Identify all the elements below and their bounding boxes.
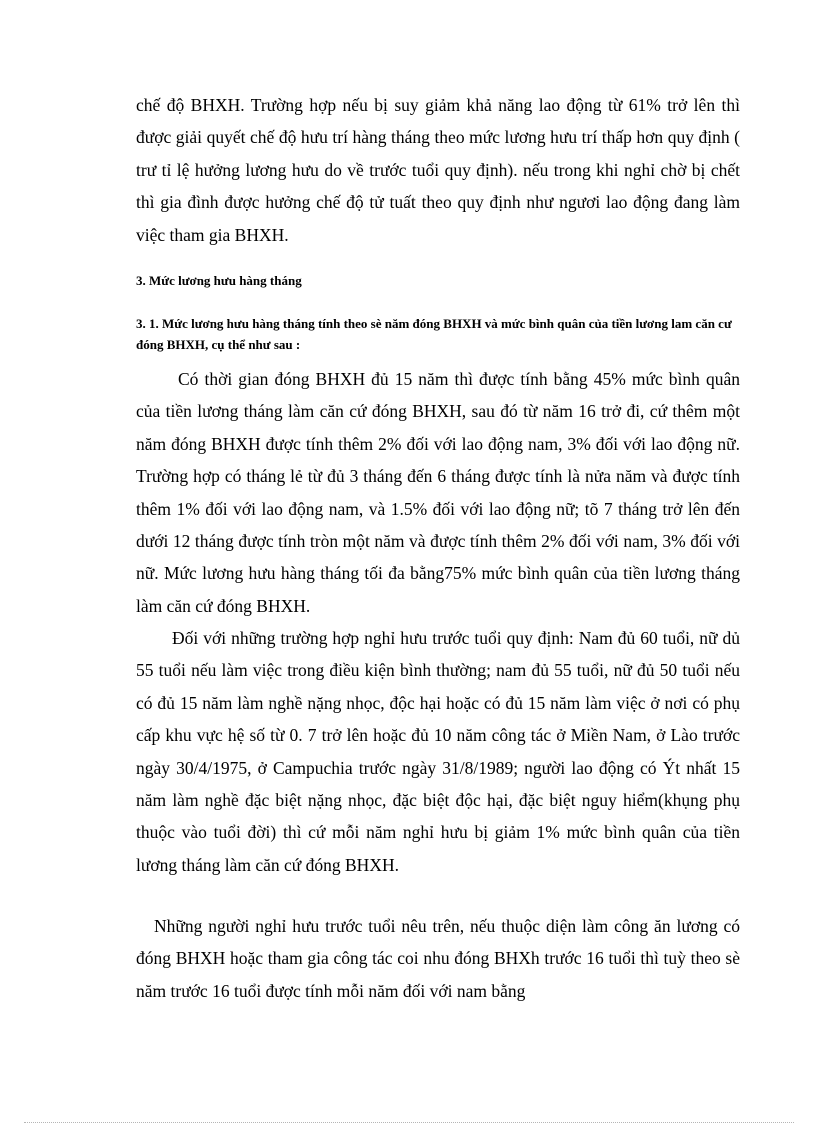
paragraph-3: Đối với những trường hợp nghỉ hưu trước tuổi quy định: Nam đủ 60 tuổi, nữ dủ 55 tuổi nếu làm việc trong điều kiện bình thường; nam đủ 55 tuổi, nữ đủ 50 tuổi nếu có đủ 15 năm làm nghề nặng nhọc, độc hại hoặc có đủ 15 năm làm việc ở nơi có phụ cấp khu vực hệ số từ 0. 7 trở lên hoặc đủ 10 năm công tác ở Miền Nam, ở Lào trước ngày 30/4/1975, ở Campuchia trước ngày 31/8/1989; người lao động có Ýt nhất 15 năm làm nghề đặc biệt nặng nhọc, đặc biệt độc hại, đặc biệt nguy hiểm(khụng phụ thuộc vào tuổi đời) thì cứ mỗi năm nghỉ hưu bị giảm 1% mức bình quân của tiền lương tháng làm căn cứ đóng BHXH.	[136, 628, 740, 875]
paragraph-4: Những người nghỉ hưu trước tuổi nêu trên, nếu thuộc diện làm công ăn lương có đóng BHXH hoặc tham gia công tác coi nhu đóng BHXh trước 16 tuổi thì tuỳ theo sè năm trước 16 tuổi được tính mỗi năm đối với nam bằng	[136, 916, 740, 1001]
heading-3: 3. Mức lương hưu hàng tháng	[136, 273, 302, 288]
paragraph-1: chế độ BHXH. Trường hợp nếu bị suy giảm khả năng lao động từ 61% trở lên thì được giải quyết chế độ hưu trí hàng tháng theo mức lương hưu trí thấp hơn quy định ( trư tỉ lệ hưởng lương hưu do về trước tuổi quy định). nếu trong khi nghỉ chờ bị chết thì gia đình được hưởng chế độ tử tuất theo quy định như ngươi lao động đang làm việc tham gia BHXH.	[136, 95, 740, 245]
heading-3-1: 3. 1. Mức lương hưu hàng tháng tính theo sè năm đóng BHXH và mức bình quân của tiền lương lam căn cư đóng BHXH, cụ thể như sau :	[136, 316, 732, 352]
paragraph-2: Có thời gian đóng BHXH đủ 15 năm thì được tính bằng 45% mức bình quân của tiền lương tháng làm căn cứ đóng BHXH, sau đó từ năm 16 trở đi, cứ thêm một năm đóng BHXH được tính thêm 2% đối với lao động nam, 3% đối với lao động nữ. Trường hợp có tháng lẻ từ đủ 3 tháng đến 6 tháng được tính là nửa năm và được tính thêm 1% đối với lao động nam, và 1.5% đối với lao động nữ; tõ 7 tháng trở lên đến dưới 12 tháng được tính tròn một năm và được tính thêm 2% đối với nam, 3% đối với nữ. Mức lương hưu hàng tháng tối đa bằng75% mức bình quân của tiền lương tháng làm căn cứ đóng BHXH.	[136, 369, 740, 616]
